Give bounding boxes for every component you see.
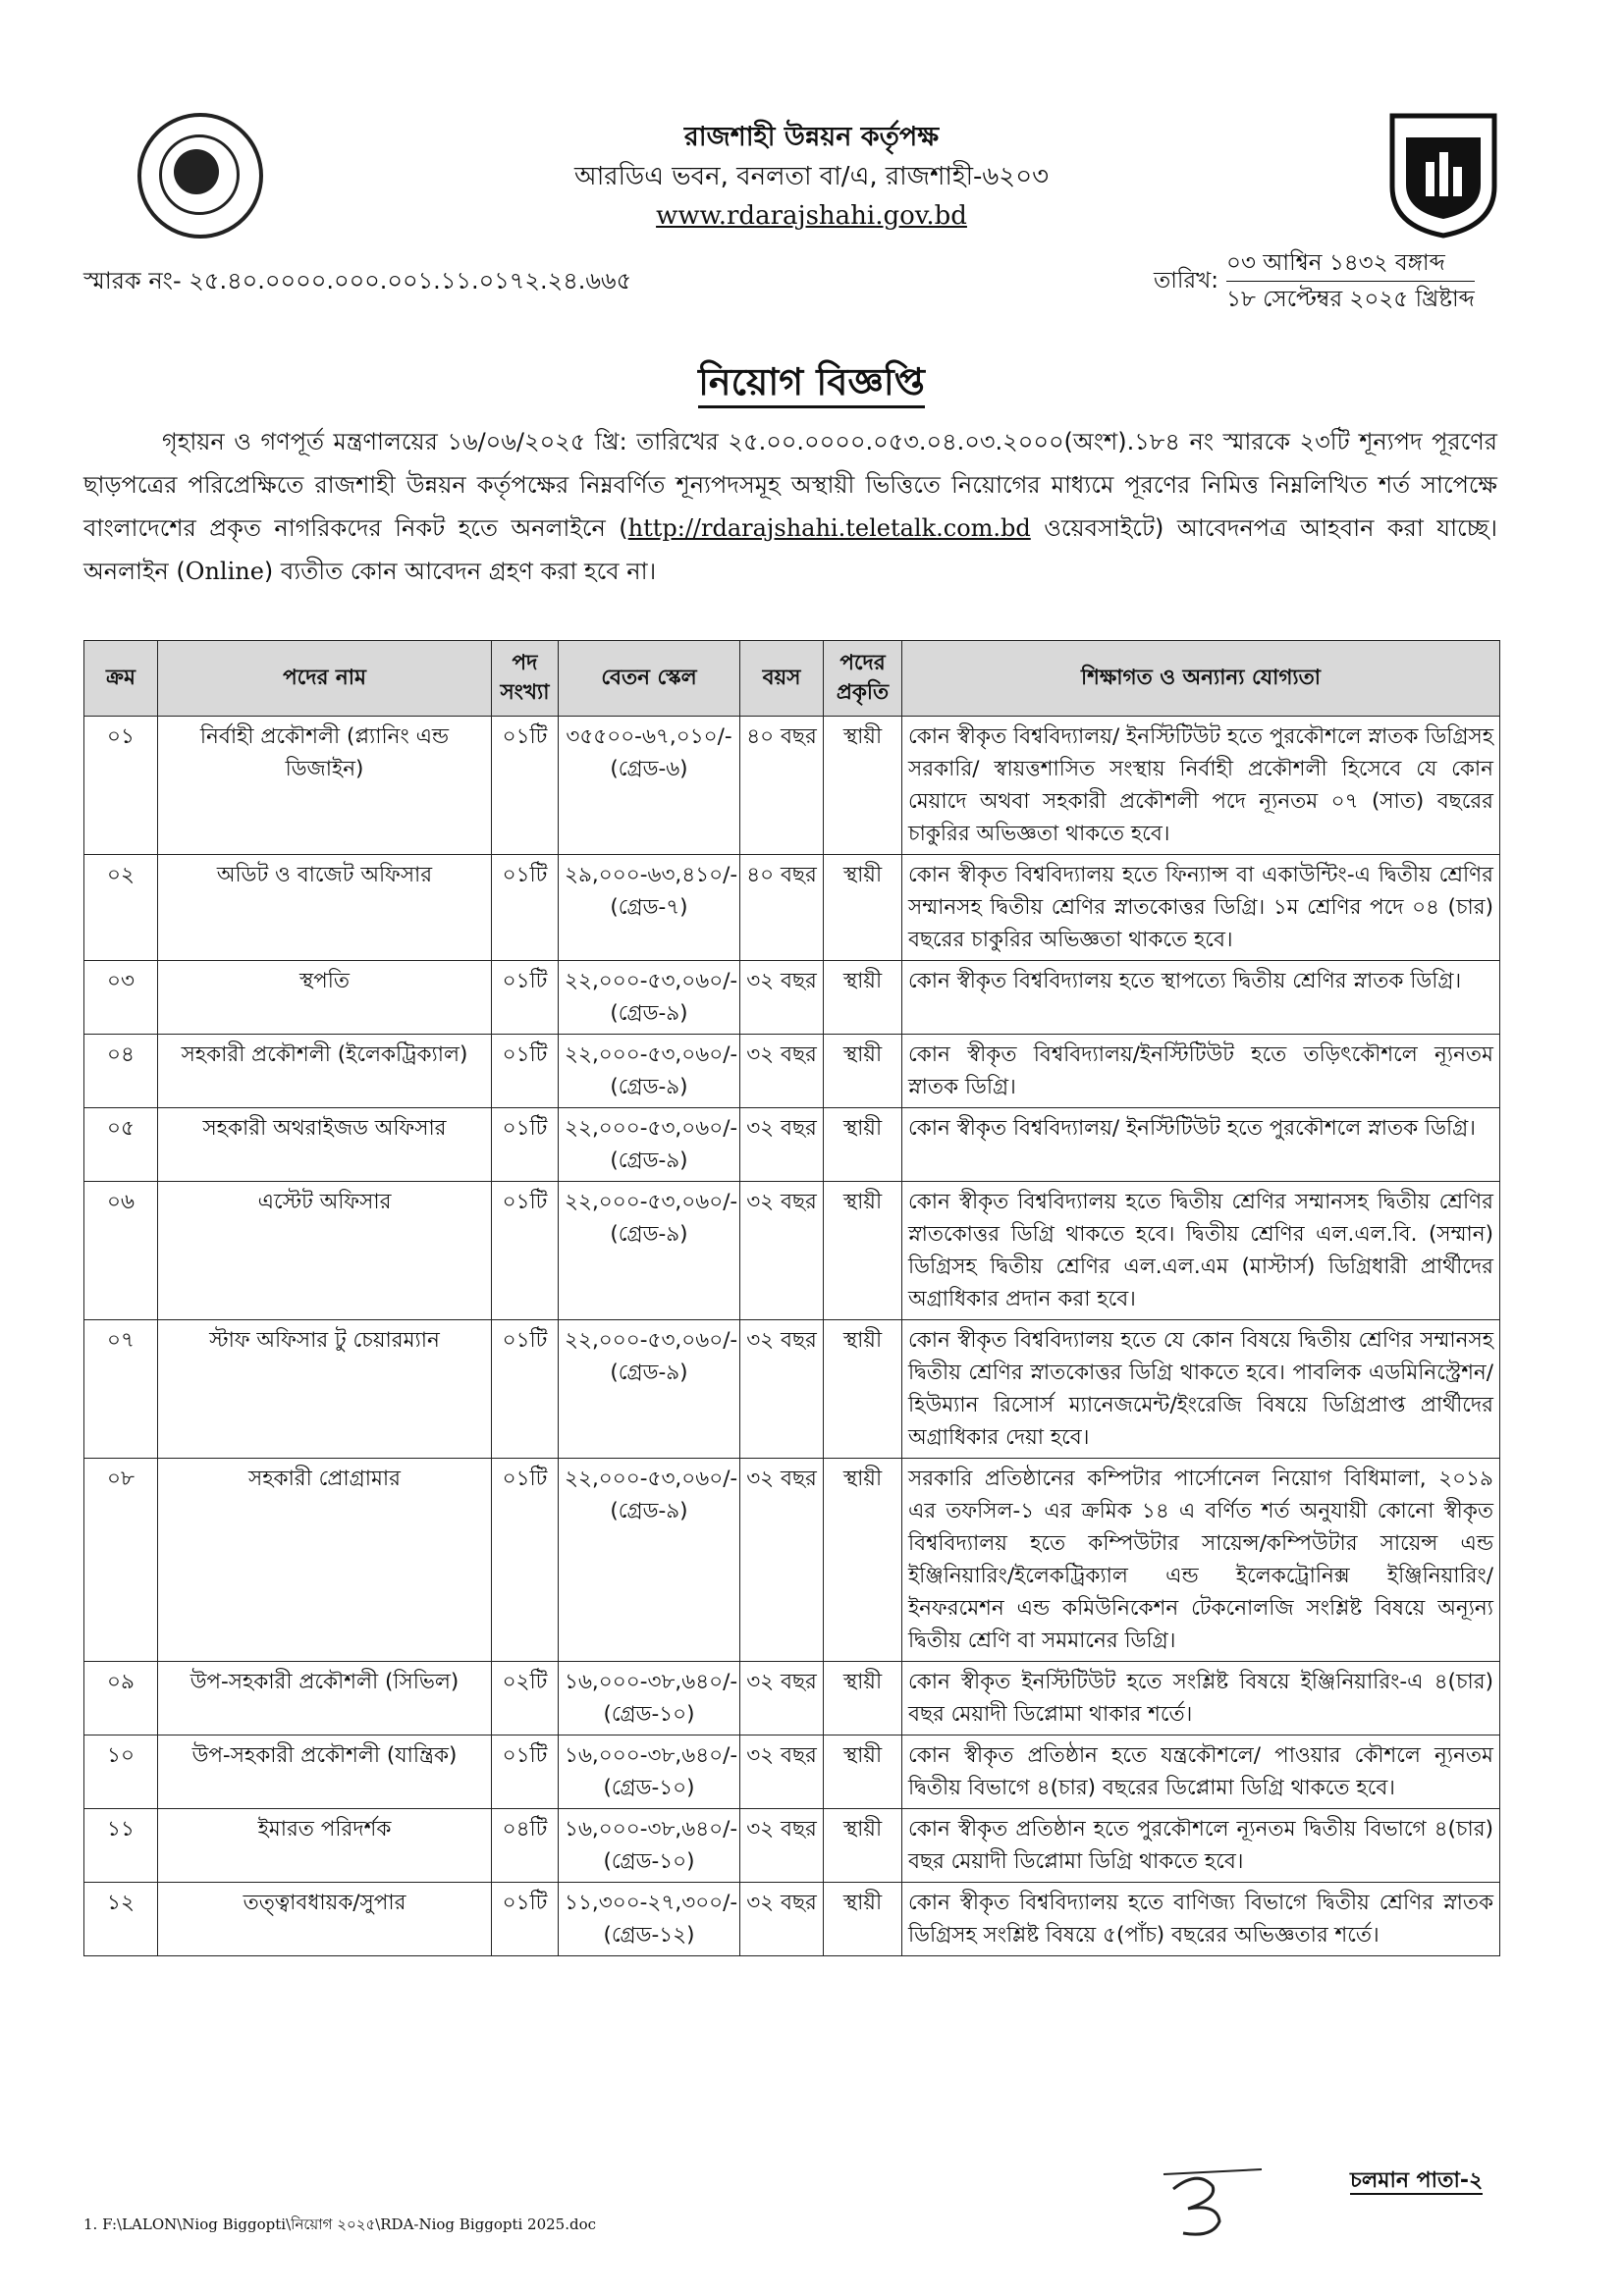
cell-age: ৩২ বছর: [740, 1182, 824, 1320]
cell-count: ০১টি: [492, 1182, 559, 1320]
cell-serial: ০৬: [84, 1182, 158, 1320]
cell-serial: ১০: [84, 1735, 158, 1809]
salary-grade: (গ্রেড-৯): [610, 1499, 688, 1523]
cell-nature: স্থায়ী: [824, 961, 902, 1035]
header-count: পদ সংখ্যা: [492, 641, 559, 717]
cell-age: ৩২ বছর: [740, 1108, 824, 1182]
cell-post: সহকারী প্রকৌশলী (ইলেকট্রিক্যাল): [158, 1035, 492, 1108]
header-qualification: শিক্ষাগত ও অন্যান্য যোগ্যতা: [902, 641, 1500, 717]
cell-serial: ০৮: [84, 1459, 158, 1662]
cell-salary: [559, 1320, 740, 1459]
cell-qualification: কোন স্বীকৃত বিশ্ববিদ্যালয়/ ইনস্টিটিউট হতে পুরকৌশলে স্নাতক ডিগ্রি।: [902, 1108, 1500, 1182]
cell-count: ০১টি: [492, 1320, 559, 1459]
salary-scale: ৩৫৫০০-৬৭,০১০/-: [566, 724, 732, 749]
cell-age: ৩২ বছর: [740, 1035, 824, 1108]
salary-scale: ২৯,০০০-৬৩,৪১০/-: [565, 863, 738, 887]
cell-salary: [559, 1883, 740, 1956]
header-nature: পদের প্রকৃতি: [824, 641, 902, 717]
cell-qualification: কোন স্বীকৃত প্রতিষ্ঠান হতে পুরকৌশলে ন্যূনতম দ্বিতীয় বিভাগে ৪(চার) বছর মেয়াদী ডিপ্লোমা ডিগ্রি থাকতে হবে।: [902, 1809, 1500, 1883]
salary-grade: (গ্রেড-৯): [610, 1222, 688, 1247]
cell-age: ৩২ বছর: [740, 1735, 824, 1809]
date-label: তারিখ:: [1154, 268, 1219, 294]
salary-grade: (গ্রেড-৯): [610, 1148, 688, 1173]
cell-nature: স্থায়ী: [824, 1662, 902, 1735]
salary-grade: (গ্রেড-৯): [610, 1001, 688, 1026]
salary-grade: (গ্রেড-১০): [603, 1702, 695, 1727]
cell-age: ৩২ বছর: [740, 1809, 824, 1883]
cell-count: ০১টি: [492, 1883, 559, 1956]
cell-count: ০১টি: [492, 1035, 559, 1108]
cell-post: অডিট ও বাজেট অফিসার: [158, 855, 492, 961]
salary-scale: ২২,০০০-৫৩,০৬০/-: [565, 1328, 738, 1353]
cell-qualification: কোন স্বীকৃত বিশ্ববিদ্যালয়/ ইনস্টিটিউট হতে পুরকৌশলে স্নাতক ডিগ্রিসহ সরকারি/ স্বায়ত্তশাসিত সংস্থায় নির্বাহী প্রকৌশলী হিসেবে যে কোন মেয়াদে অথবা সহকারী প্রকৌশলী পদে ন্যূনতম ০৭ (সাত) বছরের চাকুরির অভিজ্ঞতা থাকতে হবে।: [902, 717, 1500, 855]
cell-salary: [559, 1459, 740, 1662]
salary-grade: (গ্রেড-৭): [610, 895, 688, 920]
cell-post: উপ-সহকারী প্রকৌশলী (যান্ত্রিক): [158, 1735, 492, 1809]
salary-scale: ১১,৩০০-২৭,৩০০/-: [565, 1891, 738, 1915]
salary-scale: ২২,০০০-৫৩,০৬০/-: [565, 969, 738, 993]
cell-age: ৩২ বছর: [740, 1459, 824, 1662]
cell-qualification: কোন স্বীকৃত প্রতিষ্ঠান হতে যন্ত্রকৌশলে/ পাওয়ার কৌশলে ন্যূনতম দ্বিতীয় বিভাগে ৪(চার) বছরের ডিপ্লোমা ডিগ্রি থাকতে হবে।: [902, 1735, 1500, 1809]
table-row: [84, 1883, 1500, 1956]
cell-qualification: কোন স্বীকৃত বিশ্ববিদ্যালয় হতে যে কোন বিষয়ে দ্বিতীয় শ্রেণির সম্মানসহ দ্বিতীয় শ্রেণির স্নাতকোত্তর ডিগ্রি থাকতে হবে। পাবলিক এডমিনিস্ট্রেশন/হিউম্যান রিসোর্স ম্যানেজমেন্ট/ইংরেজি বিষয়ে ডিগ্রিপ্রাপ্ত প্রার্থীদের অগ্রাধিকার দেয়া হবে।: [902, 1320, 1500, 1459]
cell-nature: স্থায়ী: [824, 1108, 902, 1182]
cell-qualification: কোন স্বীকৃত ইনস্টিটিউট হতে সংশ্লিষ্ট বিষয়ে ইঞ্জিনিয়ারিং-এ ৪(চার) বছর মেয়াদী ডিপ্লোমা থাকার শর্তে।: [902, 1662, 1500, 1735]
salary-grade: (গ্রেড-৯): [610, 1075, 688, 1099]
vacancy-table: [83, 640, 1500, 1956]
salary-grade: (গ্রেড-৬): [610, 757, 688, 781]
cell-age: ৩২ বছর: [740, 1883, 824, 1956]
table-row: [84, 1662, 1500, 1735]
cell-salary: [559, 717, 740, 855]
salary-grade: (গ্রেড-৯): [610, 1361, 688, 1385]
salary-grade: (গ্রেড-১০): [603, 1849, 695, 1874]
date-english: ১৮ সেপ্টেম্বর ২০২৫ খ্রিষ্টাব্দ: [1226, 287, 1475, 312]
cell-qualification: সরকারি প্রতিষ্ঠানের কম্পিটার পার্সোনেল নিয়োগ বিধিমালা, ২০১৯ এর তফসিল-১ এর ক্রমিক ১৪ এ বর্ণিত শর্ত অনুযায়ী কোনো স্বীকৃত বিশ্ববিদ্যালয় হতে কম্পিউটার সায়েন্স/কম্পিউটার সায়েন্স এন্ড ইঞ্জিনিয়ারিং/ইলেকট্রিক্যাল এন্ড ইলেকট্রোনিক্স ইঞ্জিনিয়ারিং/ ইনফরমেশন এন্ড কমিউনিকেশন টেকনোলজি সংশ্লিষ্ট বিষয়ে অন্যূন্য দ্বিতীয় শ্রেণি বা সমমানের ডিগ্রি।: [902, 1459, 1500, 1662]
cell-post: এস্টেট অফিসার: [158, 1182, 492, 1320]
cell-age: ৩২ বছর: [740, 1662, 824, 1735]
cell-qualification: কোন স্বীকৃত বিশ্ববিদ্যালয় হতে দ্বিতীয় শ্রেণির সম্মানসহ দ্বিতীয় শ্রেণির স্নাতকোত্তর ডিগ্রি থাকতে হবে। দ্বিতীয় শ্রেণির এল.এল.বি. (সম্মান) ডিগ্রিসহ দ্বিতীয় শ্রেণির এল.এল.এম (মাস্টার্স) ডিগ্রিধারী প্রার্থীদের অগ্রাধিকার প্রদান করা হবে।: [902, 1182, 1500, 1320]
cell-nature: স্থায়ী: [824, 1035, 902, 1108]
cell-serial: ০৫: [84, 1108, 158, 1182]
table-row: [84, 1320, 1500, 1459]
letterhead: [0, 118, 1623, 236]
cell-salary: [559, 1809, 740, 1883]
cell-serial: ০২: [84, 855, 158, 961]
cell-count: ০২টি: [492, 1662, 559, 1735]
table-row: [84, 1035, 1500, 1108]
cell-post: স্থপতি: [158, 961, 492, 1035]
cell-qualification: কোন স্বীকৃত বিশ্ববিদ্যালয় হতে বাণিজ্য বিভাগে দ্বিতীয় শ্রেণির স্নাতক ডিগ্রিসহ সংশ্লিষ্ট বিষয়ে ৫(পাঁচ) বছরের অভিজ্ঞতার শর্তে।: [902, 1883, 1500, 1956]
table-row: [84, 961, 1500, 1035]
cell-nature: স্থায়ী: [824, 717, 902, 855]
cell-post: স্টাফ অফিসার টু চেয়ারম্যান: [158, 1320, 492, 1459]
cell-qualification: কোন স্বীকৃত বিশ্ববিদ্যালয় হতে স্থাপত্যে দ্বিতীয় শ্রেণির স্নাতক ডিগ্রি।: [902, 961, 1500, 1035]
cell-nature: স্থায়ী: [824, 1883, 902, 1956]
cell-count: ০১টি: [492, 717, 559, 855]
cell-count: ০৪টি: [492, 1809, 559, 1883]
cell-nature: স্থায়ী: [824, 1320, 902, 1459]
cell-serial: ০৭: [84, 1320, 158, 1459]
cell-salary: [559, 1035, 740, 1108]
date-block: [1154, 245, 1475, 317]
file-path: 1. F:\LALON\Niog Biggopti\নিয়োগ ২০২৫\RDA-Niog Biggopti 2025.doc: [83, 2216, 597, 2233]
header-salary: বেতন স্কেল: [559, 641, 740, 717]
cell-post: সহকারী অথরাইজড অফিসার: [158, 1108, 492, 1182]
cell-salary: [559, 1182, 740, 1320]
salary-scale: ১৬,০০০-৩৮,৬৪০/-: [565, 1743, 738, 1768]
cell-serial: ১১: [84, 1809, 158, 1883]
cell-nature: স্থায়ী: [824, 1182, 902, 1320]
salary-scale: ২২,০০০-৫৩,০৬০/-: [565, 1467, 738, 1491]
cell-post: উপ-সহকারী প্রকৌশলী (সিভিল): [158, 1662, 492, 1735]
cell-qualification: কোন স্বীকৃত বিশ্ববিদ্যালয় হতে ফিন্যান্স বা একাউন্টিং-এ দ্বিতীয় শ্রেণির সম্মানসহ দ্বিতীয় শ্রেণির স্নাতকোত্তর ডিগ্রি। ১ম শ্রেণির পদে ০৪ (চার) বছরের চাকুরির অভিজ্ঞতা থাকতে হবে।: [902, 855, 1500, 961]
header-post: পদের নাম: [158, 641, 492, 717]
salary-grade: (গ্রেড-১২): [603, 1923, 695, 1948]
cell-salary: [559, 1662, 740, 1735]
header-age: বয়স: [740, 641, 824, 717]
cell-salary: [559, 855, 740, 961]
table-header-row: [84, 641, 1500, 717]
memo-value: ২৫.৪০.০০০০.০০০.০০১.১১.০১৭২.২৪.৬৬৫: [189, 267, 632, 294]
org-name: রাজশাহী উন্নয়ন কর্তৃপক্ষ: [683, 122, 940, 152]
header-serial: ক্রম: [84, 641, 158, 717]
cell-age: ৩২ বছর: [740, 1320, 824, 1459]
memo-label: স্মারক নং-: [83, 267, 182, 294]
cell-serial: ০১: [84, 717, 158, 855]
cell-salary: [559, 1735, 740, 1809]
table-row: [84, 855, 1500, 961]
apply-url-link[interactable]: http://rdarajshahi.teletalk.com.bd: [627, 514, 1031, 542]
cell-serial: ০৯: [84, 1662, 158, 1735]
intro-paragraph: গৃহায়ন ও গণপূর্ত মন্ত্রণালয়ের ১৬/০৬/২০২৫ খ্রি: তারিখের ২৫.০০.০০০০.০৫৩.০৪.০৩.২০০০(অংশ).১৮৪ নং স্মারকে ২৩টি শূন্যপদ পূরণের ছাড়পত্রের পরিপ্রেক্ষিতে রাজশাহী উন্নয়ন কর্তৃপক্ষের নিম্নবর্ণিত শূন্যপদসমূহ অস্থায়ী ভিত্তিতে নিয়োগের মাধ্যমে পূরণের নিমিত্ত নিম্নলিখিত শর্ত সাপেক্ষে বাংলাদেশের প্রকৃত নাগরিকদের নিকট হতে অনলাইনে (http://rdarajshahi.teletalk.com.bd ওয়েবসাইটে) আবেদনপত্র আহবান করা যাচ্ছে। অনলাইন (Online) ব্যতীত কোন আবেদন গ্রহণ করা হবে না।: [83, 428, 1497, 585]
salary-scale: ১৬,০০০-৩৮,৬৪০/-: [565, 1670, 738, 1694]
table-row: [84, 717, 1500, 855]
table-row: [84, 1108, 1500, 1182]
table-row: [84, 1459, 1500, 1662]
handwritten-initial: [1159, 2164, 1267, 2243]
cell-serial: ০৪: [84, 1035, 158, 1108]
cell-salary: [559, 961, 740, 1035]
org-website-link[interactable]: www.rdarajshahi.gov.bd: [656, 201, 967, 231]
cell-age: ৪০ বছর: [740, 717, 824, 855]
cell-age: ৪০ বছর: [740, 855, 824, 961]
cell-nature: স্থায়ী: [824, 1809, 902, 1883]
org-address: আরডিএ ভবন, বনলতা বা/এ, রাজশাহী-৬২০৩: [573, 162, 1050, 191]
cell-count: ০১টি: [492, 1459, 559, 1662]
cell-nature: স্থায়ী: [824, 855, 902, 961]
table-row: [84, 1735, 1500, 1809]
cell-count: ০১টি: [492, 1108, 559, 1182]
table-row: [84, 1182, 1500, 1320]
page-title: নিয়োগ বিজ্ঞপ্তি: [0, 353, 1623, 416]
cell-qualification: কোন স্বীকৃত বিশ্ববিদ্যালয়/ইনস্টিটিউট হতে তড়িৎকৌশলে ন্যূনতম স্নাতক ডিগ্রি।: [902, 1035, 1500, 1108]
salary-scale: ২২,০০০-৫৩,০৬০/-: [565, 1042, 738, 1067]
cell-count: ০১টি: [492, 961, 559, 1035]
cell-serial: ০৩: [84, 961, 158, 1035]
cell-post: ইমারত পরিদর্শক: [158, 1809, 492, 1883]
table-row: [84, 1809, 1500, 1883]
salary-scale: ২২,০০০-৫৩,০৬০/-: [565, 1190, 738, 1214]
cell-post: তত্ত্বাবধায়ক/সুপার: [158, 1883, 492, 1956]
cell-count: ০১টি: [492, 855, 559, 961]
cell-serial: ১২: [84, 1883, 158, 1956]
cell-nature: স্থায়ী: [824, 1459, 902, 1662]
salary-scale: ২২,০০০-৫৩,০৬০/-: [565, 1116, 738, 1141]
cell-count: ০১টি: [492, 1735, 559, 1809]
memo-number: [83, 263, 631, 302]
cell-nature: স্থায়ী: [824, 1735, 902, 1809]
continued-page-note: চলমান পাতা-২: [1350, 2168, 1484, 2193]
salary-scale: ১৬,০০০-৩৮,৬৪০/-: [565, 1817, 738, 1842]
cell-post: নির্বাহী প্রকৌশলী (প্ল্যানিং এন্ড ডিজাইন): [158, 717, 492, 855]
cell-post: সহকারী প্রোগ্রামার: [158, 1459, 492, 1662]
salary-grade: (গ্রেড-১০): [603, 1776, 695, 1800]
cell-salary: [559, 1108, 740, 1182]
date-bangla: ০৩ আশ্বিন ১৪৩২ বঙ্গাব্দ: [1226, 245, 1475, 282]
cell-age: ৩২ বছর: [740, 961, 824, 1035]
